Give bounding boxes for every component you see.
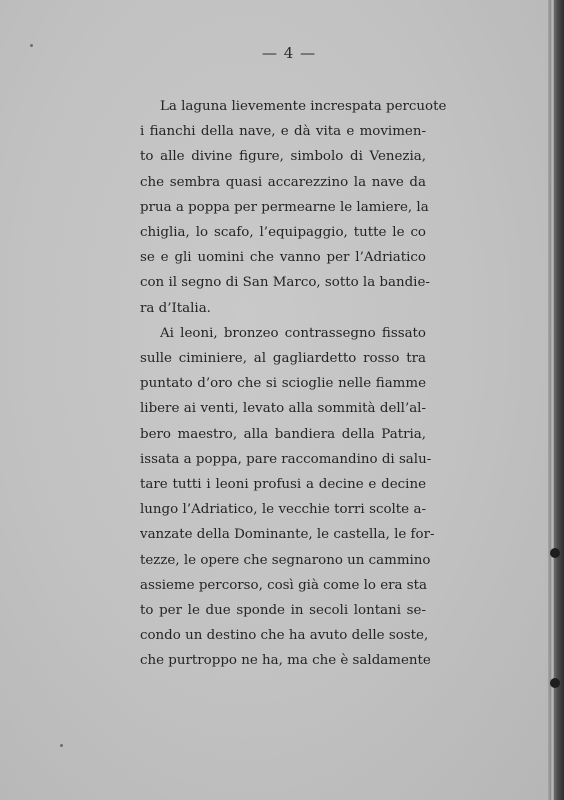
- text-line: vanzate della Dominante, le castella, le for-: [140, 527, 435, 543]
- text-line: ra d’Italia.: [140, 300, 211, 316]
- body-text: [140, 94, 447, 674]
- text-line: i fianchi della nave, e dà vita e movimen-: [140, 124, 426, 140]
- text-line: libere ai venti, levato alla sommità dell’al-: [140, 401, 426, 417]
- text-line: tare tutti i leoni profusi a decine e decine: [140, 477, 426, 493]
- text-line: bero maestro, alla bandiera della Patria,: [140, 426, 426, 442]
- text-line: tezze, le opere che segnarono un cammino: [140, 552, 431, 568]
- text-line: con il segno di San Marco, sotto la bandie-: [140, 275, 430, 291]
- text-line: condo un destino che ha avuto delle soste,: [140, 628, 429, 644]
- page-number: — 4 —: [262, 44, 317, 62]
- text-line: che sembra quasi accarezzino la nave da: [140, 174, 426, 190]
- paper-speck: [60, 744, 63, 747]
- text-line: La laguna lievemente increspata percuote: [160, 99, 447, 114]
- text-line: puntato d’oro che si scioglie nelle fiamme: [140, 376, 426, 392]
- text-line: prua a poppa per permearne le lamiere, la: [140, 199, 429, 215]
- text-line: assieme percorso, così già come lo era sta: [140, 577, 428, 593]
- text-line: se e gli uomini che vanno per l’Adriatico: [140, 250, 426, 266]
- binding-ring: [550, 678, 560, 688]
- text-line: sulle ciminiere, al gagliardetto rosso tra: [140, 351, 426, 367]
- text-line: che purtroppo ne ha, ma che è saldamente: [140, 653, 431, 669]
- text-line: to per le due sponde in secoli lontani se-: [140, 603, 426, 619]
- text-line: to alle divine figure, simbolo di Venezia,: [140, 149, 426, 165]
- binding-ring: [550, 548, 560, 558]
- text-line: Ai leoni, bronzeo contrassegno fissato: [160, 325, 426, 341]
- text-line: lungo l’Adriatico, le vecchie torri scolte a-: [140, 502, 426, 518]
- text-line: chiglia, lo scafo, l’equipaggio, tutte le co: [140, 225, 426, 241]
- text-line: issata a poppa, pare raccomandino di salu-: [140, 451, 432, 467]
- paper-speck: [30, 44, 33, 47]
